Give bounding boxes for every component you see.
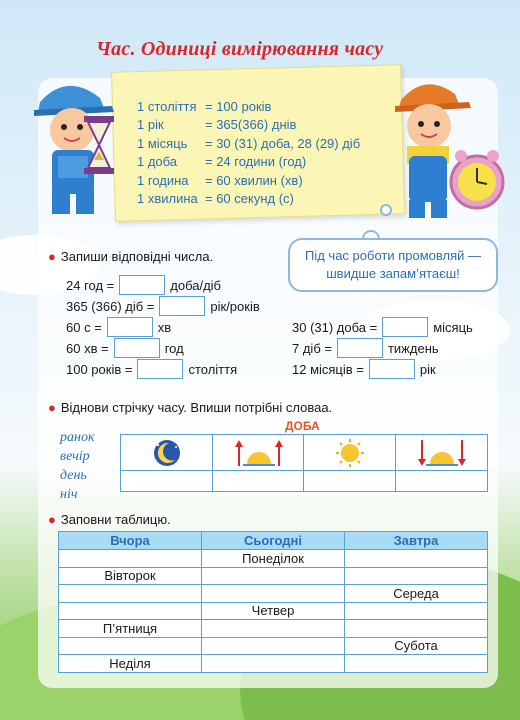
bullet-icon: ● <box>48 400 56 415</box>
answer-box[interactable] <box>337 338 383 358</box>
ribbon-cell-night <box>121 435 213 471</box>
equation-row: 24 год = доба/діб <box>66 275 221 295</box>
table-cell: П’ятниця <box>59 620 202 638</box>
boy-with-hourglass-illustration <box>22 72 132 222</box>
answer-box[interactable] <box>369 359 415 379</box>
table-cell[interactable] <box>202 620 345 638</box>
table-cell[interactable] <box>59 602 202 620</box>
unit-row: 1 доба = 24 години (год) <box>137 154 307 170</box>
tip-bubble: Під час роботи промовляй — швидше запам’ятаєш! <box>288 238 498 292</box>
night-moon-icon <box>151 438 183 468</box>
table-row <box>59 620 488 638</box>
unit-row: 1 століття = 100 років <box>137 99 272 114</box>
table-row <box>59 567 488 585</box>
equation-row: 60 хв = год <box>66 338 184 358</box>
table-cell[interactable] <box>345 655 488 673</box>
bullet-icon: ● <box>48 512 56 527</box>
answer-box[interactable] <box>137 359 183 379</box>
unit-row: 1 рік = 365(366) днів <box>137 117 297 133</box>
table-row <box>59 602 488 620</box>
weekday-table <box>58 531 488 673</box>
ribbon-cell-evening <box>396 435 488 471</box>
timeline-word-list: ранок вечір день ніч <box>60 430 95 502</box>
table-cell: Неділя <box>59 655 202 673</box>
equation-row: 12 місяців = рік <box>292 359 436 379</box>
column-header-today: Сьогодні <box>202 532 345 550</box>
unit-row: 1 місяць = 30 (31) доба, 28 (29) діб <box>137 135 361 151</box>
table-cell[interactable] <box>202 637 345 655</box>
thought-dot <box>380 204 392 216</box>
table-header-row <box>59 532 488 550</box>
column-header-tomorrow: Завтра <box>345 532 488 550</box>
time-ribbon <box>120 434 488 492</box>
table-cell[interactable] <box>202 655 345 673</box>
task-1-label: ● Запиши відповідні числа. <box>48 249 214 264</box>
ribbon-cell-morning <box>213 435 305 471</box>
ribbon-answer-cell[interactable] <box>304 471 396 492</box>
ribbon-answer-cell[interactable] <box>396 471 488 492</box>
boy-with-clock-illustration <box>385 72 505 222</box>
table-cell[interactable] <box>345 620 488 638</box>
equation-row: 100 років = століття <box>66 359 237 379</box>
column-header-yesterday: Вчора <box>59 532 202 550</box>
table-cell[interactable] <box>345 602 488 620</box>
page-title: Час. Одиниці вимірювання часу <box>96 38 384 60</box>
sun-icon <box>334 438 366 468</box>
table-cell[interactable] <box>59 637 202 655</box>
table-cell[interactable] <box>345 550 488 568</box>
table-cell[interactable] <box>59 550 202 568</box>
table-cell[interactable] <box>202 585 345 603</box>
table-row <box>59 585 488 603</box>
table-cell: Четвер <box>202 602 345 620</box>
table-cell[interactable] <box>202 567 345 585</box>
sunset-icon <box>416 438 468 468</box>
answer-box[interactable] <box>107 317 153 337</box>
units-list <box>137 98 360 208</box>
table-cell: Субота <box>345 637 488 655</box>
task-2-label: ● Віднови стрічку часу. Впиши потрібні словаа. <box>48 400 333 415</box>
unit-row: 1 хвилина = 60 секунд (с) <box>137 191 294 207</box>
answer-box[interactable] <box>119 275 165 295</box>
table-cell: Понеділок <box>202 550 345 568</box>
table-cell[interactable] <box>345 567 488 585</box>
bullet-icon: ● <box>48 249 56 264</box>
table-cell[interactable] <box>59 585 202 603</box>
table-row <box>59 550 488 568</box>
table-row <box>59 637 488 655</box>
answer-box[interactable] <box>382 317 428 337</box>
table-row <box>59 655 488 673</box>
ribbon-answer-cell[interactable] <box>121 471 213 492</box>
unit-row: 1 година = 60 хвилин (хв) <box>137 172 303 188</box>
timeline-header: ДОБА <box>285 419 320 433</box>
task-3-label: ● Заповни таблицю. <box>48 512 171 527</box>
sunrise-icon <box>233 438 285 468</box>
equation-row: 365 (366) діб = рік/років <box>66 296 260 316</box>
equation-row: 30 (31) доба = місяць <box>292 317 473 337</box>
equation-row: 7 діб = тиждень <box>292 338 439 358</box>
answer-box[interactable] <box>114 338 160 358</box>
ribbon-answer-cell[interactable] <box>213 471 305 492</box>
table-cell: Вівторок <box>59 567 202 585</box>
ribbon-cell-day <box>304 435 396 471</box>
answer-box[interactable] <box>159 296 205 316</box>
equation-row: 60 с = хв <box>66 317 171 337</box>
table-cell: Середа <box>345 585 488 603</box>
